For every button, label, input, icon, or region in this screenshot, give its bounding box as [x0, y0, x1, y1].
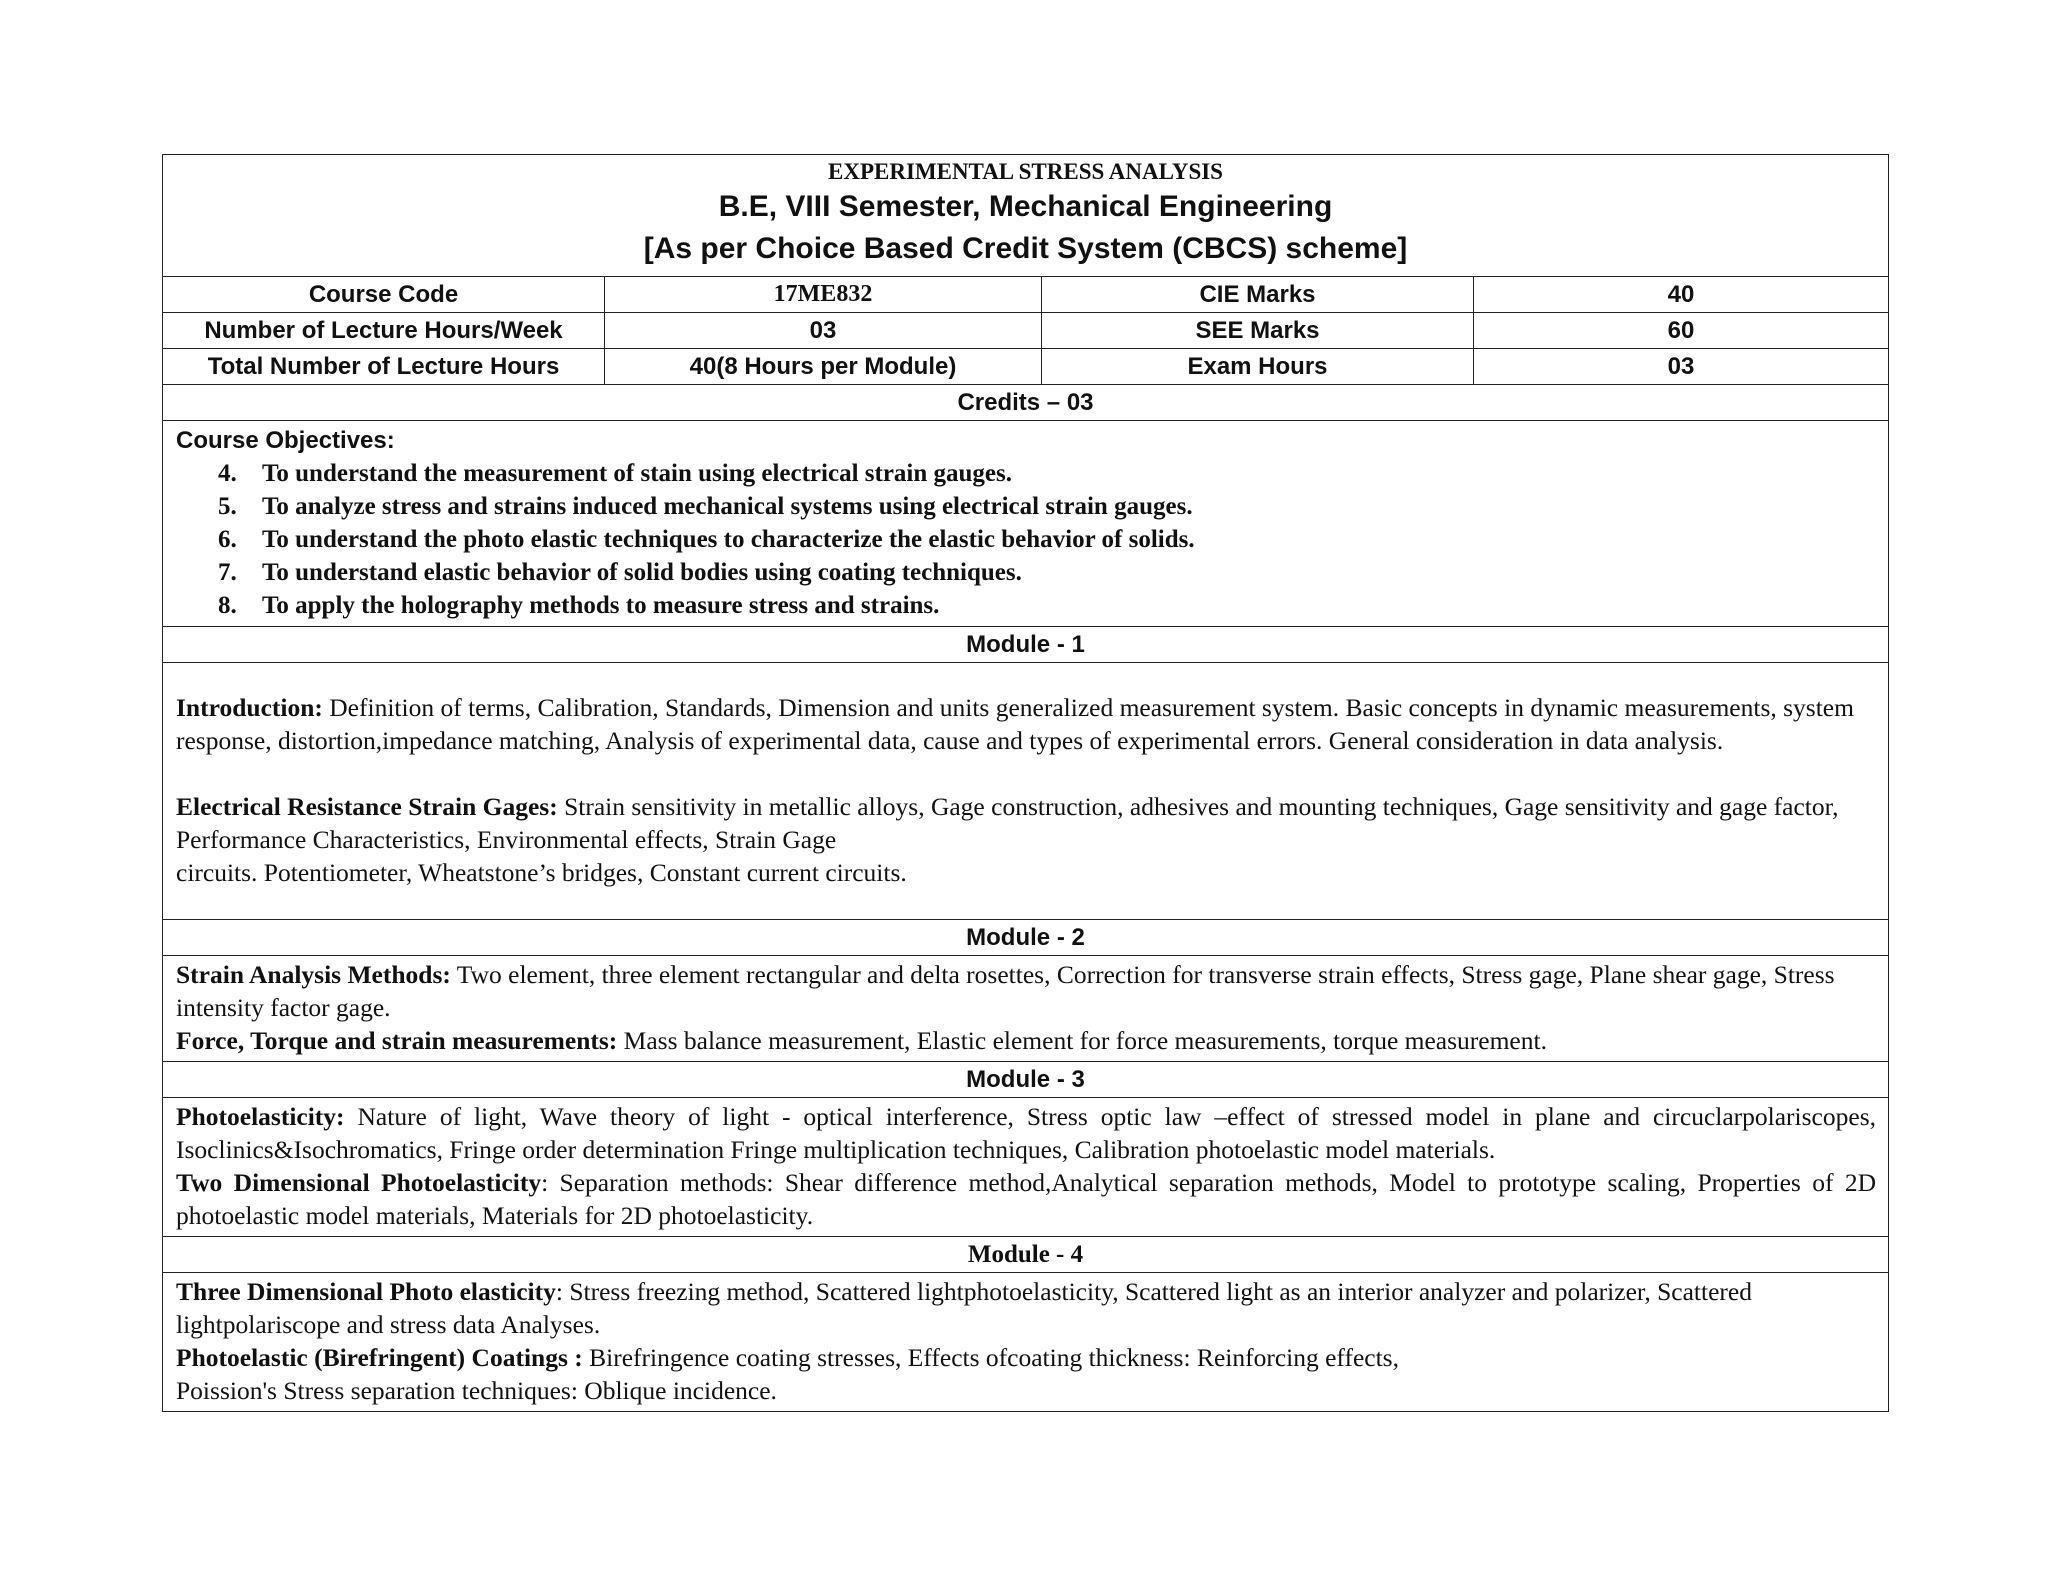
- credits-row: [163, 385, 1889, 421]
- list-item: [176, 589, 1876, 622]
- module-heading: Module - 1: [163, 627, 1889, 663]
- credits: Credits – 03: [163, 385, 1889, 421]
- info-label: Total Number of Lecture Hours: [163, 349, 605, 385]
- paragraph-text: Definition of terms, Calibration, Standards, Dimension and units generalized measurement system. Basic concepts in dynamic measurements, system response, distortion,impedance matching, Analysis of experimental data, cause and types of experimental errors. General consideration in data analysis.: [176, 693, 1854, 755]
- paragraph-text: Two element, three element rectangular and delta rosettes, Correction for transverse strain effects, Stress gage, Plane shear gage, Stress intensity factor gage.: [176, 960, 1835, 1022]
- info-value-secondary: 03: [1474, 349, 1889, 385]
- list-item-number: 7.: [218, 559, 237, 586]
- module-content: [163, 1098, 1889, 1237]
- objectives-cell: [163, 421, 1889, 627]
- paragraph-lead: Electrical Resistance Strain Gages:: [176, 792, 558, 821]
- info-row-total-lecture-hours: [163, 349, 1889, 385]
- module-paragraph: [176, 1100, 1876, 1166]
- info-row-course-code: [163, 277, 1889, 313]
- info-value: 40(8 Hours per Module): [605, 349, 1042, 385]
- list-item-text: To apply the holography methods to measure stress and strains.: [262, 592, 940, 619]
- list-item: [176, 490, 1876, 523]
- module-paragraph: [176, 1275, 1876, 1341]
- module-2-content-row: [163, 956, 1889, 1062]
- module-4-content-row: [163, 1273, 1889, 1412]
- info-label-secondary: Exam Hours: [1042, 349, 1474, 385]
- module-paragraph: [176, 1341, 1876, 1407]
- paragraph-lead: Strain Analysis Methods:: [176, 960, 451, 989]
- paragraph-text: Birefringence coating stresses, Effects ofcoating thickness: Reinforcing effects,: [582, 1343, 1399, 1372]
- info-value: 03: [605, 313, 1042, 349]
- info-value-secondary: 60: [1474, 313, 1889, 349]
- info-value-secondary: 40: [1474, 277, 1889, 313]
- module-3-content-row: [163, 1098, 1889, 1237]
- module-content: [163, 1273, 1889, 1412]
- paragraph-text-continued: Poission's Stress separation techniques: Oblique incidence.: [176, 1376, 777, 1405]
- module-paragraph: [176, 958, 1876, 1024]
- paragraph-text: Nature of light, Wave theory of light - optical interference, Stress optic law –effect of stressed model in plane and circuclarpolariscopes, Isoclinics&Isochromatics, Fringe order determination Fringe multiplication techniques, Calibration photoelastic model materials.: [176, 1102, 1876, 1164]
- module-paragraph: [176, 691, 1876, 757]
- module-1-content-row: [163, 663, 1889, 920]
- paragraph-lead: Introduction:: [176, 693, 323, 722]
- info-value: 17ME832: [605, 277, 1042, 313]
- list-item-text: To understand elastic behavior of solid bodies using coating techniques.: [262, 559, 1022, 586]
- paragraph-text: : Separation methods: Shear difference method,Analytical separation methods, Model to prototype scaling, Properties of 2D photoelastic model materials, Materials for 2D photoelasticity.: [176, 1168, 1876, 1230]
- paragraph-lead: Force, Torque and strain measurements:: [176, 1026, 618, 1055]
- module-paragraph: [176, 1166, 1876, 1232]
- list-item-text: To understand the photo elastic techniques to characterize the elastic behavior of solids.: [262, 526, 1195, 553]
- list-item-number: 8.: [218, 592, 237, 619]
- list-item-number: 5.: [218, 493, 237, 520]
- paragraph-text: Mass balance measurement, Elastic element for force measurements, torque measurement.: [617, 1026, 1547, 1055]
- objectives-title: Course Objectives:: [176, 427, 395, 454]
- list-item-text: To analyze stress and strains induced mechanical systems using electrical strain gauges.: [262, 493, 1193, 520]
- info-label-secondary: CIE Marks: [1042, 277, 1474, 313]
- module-content: [163, 956, 1889, 1062]
- module-heading: Module - 2: [163, 920, 1889, 956]
- paragraph-lead: Three Dimensional Photo elasticity: [176, 1277, 556, 1306]
- list-item-text: To understand the measurement of stain using electrical strain gauges.: [262, 460, 1012, 487]
- paragraph-text: : Stress freezing method, Scattered lightphotoelasticity, Scattered light as an interior analyzer and polarizer, Scattered lightpolariscope and stress data Analyses.: [176, 1277, 1752, 1339]
- course-title: EXPERIMENTAL STRESS ANALYSIS: [828, 159, 1223, 184]
- module-paragraph: [176, 790, 1876, 889]
- header-row: [163, 155, 1889, 277]
- objectives-list: [176, 457, 1876, 622]
- info-label-secondary: SEE Marks: [1042, 313, 1474, 349]
- paragraph-lead: Two Dimensional Photoelasticity: [176, 1168, 542, 1197]
- paragraph-lead: Photoelasticity:: [176, 1102, 345, 1131]
- info-row-lecture-hours-week: [163, 313, 1889, 349]
- scheme-line: [As per Choice Based Credit System (CBCS) scheme]: [643, 232, 1408, 265]
- syllabus-table: [162, 154, 1889, 1412]
- paragraph-lead: Photoelastic (Birefringent) Coatings :: [176, 1343, 583, 1372]
- list-item-number: 4.: [218, 460, 237, 487]
- list-item: [176, 457, 1876, 490]
- list-item: [176, 523, 1876, 556]
- module-content: [163, 663, 1889, 920]
- module-heading: Module - 3: [163, 1062, 1889, 1098]
- program-line: B.E, VIII Semester, Mechanical Engineering: [718, 190, 1333, 223]
- module-3-heading-row: [163, 1062, 1889, 1098]
- module-2-heading-row: [163, 920, 1889, 956]
- list-item-number: 6.: [218, 526, 237, 553]
- paragraph-text: Strain sensitivity in metallic alloys, Gage construction, adhesives and mounting techniques, Gage sensitivity and gage factor, Performance Characteristics, Environmental effects, Strain Gage: [176, 792, 1839, 854]
- module-4-heading-row: [163, 1237, 1889, 1273]
- info-label: Course Code: [163, 277, 605, 313]
- paragraph-text-continued: circuits. Potentiometer, Wheatstone’s bridges, Constant current circuits.: [176, 858, 907, 887]
- info-label: Number of Lecture Hours/Week: [163, 313, 605, 349]
- module-heading: Module - 4: [163, 1237, 1889, 1273]
- header-cell: [163, 155, 1889, 277]
- module-paragraph: [176, 1024, 1876, 1057]
- module-1-heading-row: [163, 627, 1889, 663]
- objectives-row: [163, 421, 1889, 627]
- list-item: [176, 556, 1876, 589]
